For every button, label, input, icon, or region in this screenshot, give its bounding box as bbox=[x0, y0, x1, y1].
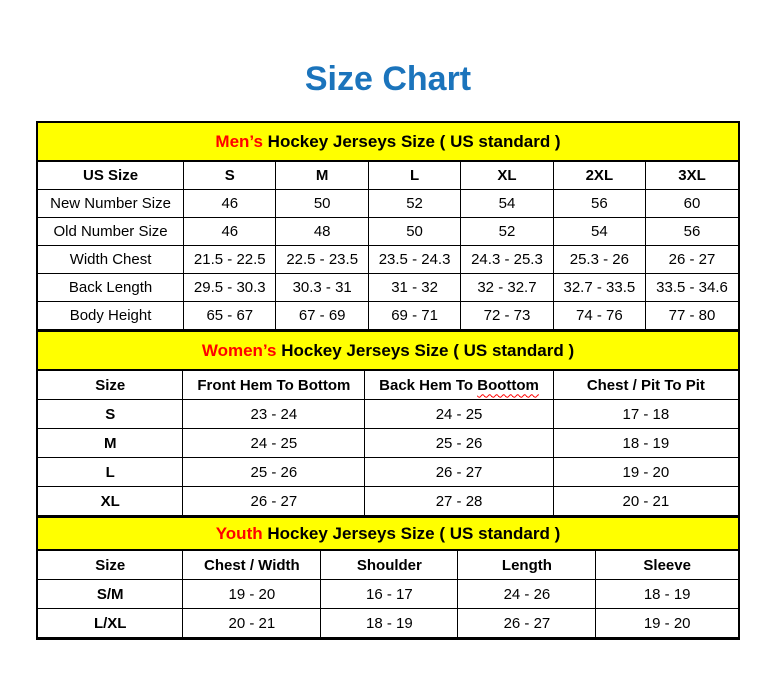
table-cell: 25.3 - 26 bbox=[553, 246, 645, 274]
table-row bbox=[38, 246, 738, 274]
table-cell: 67 - 69 bbox=[276, 302, 368, 330]
table-cell: 74 - 76 bbox=[553, 302, 645, 330]
row-label: S bbox=[38, 400, 183, 429]
column-header: Sleeve bbox=[596, 551, 738, 580]
table-row bbox=[38, 458, 738, 487]
table-row bbox=[38, 400, 738, 429]
youth-table-header-band bbox=[38, 516, 738, 550]
table-cell: 26 - 27 bbox=[646, 246, 738, 274]
column-header: 3XL bbox=[646, 162, 738, 190]
column-header: 2XL bbox=[553, 162, 645, 190]
table-cell: 17 - 18 bbox=[553, 400, 738, 429]
table-cell: 54 bbox=[553, 218, 645, 246]
table-cell: 33.5 - 34.6 bbox=[646, 274, 738, 302]
mens-table-header-band bbox=[38, 123, 738, 161]
table-cell: 26 - 27 bbox=[458, 609, 596, 638]
column-header: XL bbox=[461, 162, 553, 190]
table-cell: 54 bbox=[461, 190, 553, 218]
table-cell: 46 bbox=[184, 218, 276, 246]
column-header: L bbox=[368, 162, 460, 190]
table-cell: 21.5 - 22.5 bbox=[184, 246, 276, 274]
table-cell: 22.5 - 23.5 bbox=[276, 246, 368, 274]
table-row bbox=[38, 580, 738, 609]
table-cell: 32 - 32.7 bbox=[461, 274, 553, 302]
header-row bbox=[38, 162, 738, 190]
table-cell: 29.5 - 30.3 bbox=[184, 274, 276, 302]
table-cell: 24 - 25 bbox=[183, 429, 365, 458]
table-cell: 20 - 21 bbox=[183, 609, 321, 638]
womens-band-highlight: Women’s bbox=[201, 340, 277, 360]
header-row bbox=[38, 551, 738, 580]
mens-band-rest: Hockey Jerseys Size ( US standard ) bbox=[262, 131, 561, 151]
table-row bbox=[38, 609, 738, 638]
column-header: Length bbox=[458, 551, 596, 580]
column-header: Size bbox=[38, 371, 183, 400]
table-cell: 52 bbox=[368, 190, 460, 218]
table-cell: 26 - 27 bbox=[183, 487, 365, 516]
table-cell: 32.7 - 33.5 bbox=[553, 274, 645, 302]
column-header: Back Hem To Boottom bbox=[365, 371, 553, 400]
column-header: Shoulder bbox=[321, 551, 458, 580]
table-cell: 24.3 - 25.3 bbox=[461, 246, 553, 274]
youth-band-rest: Hockey Jerseys Size ( US standard ) bbox=[262, 523, 561, 543]
table-cell: 18 - 19 bbox=[553, 429, 738, 458]
row-label: M bbox=[38, 429, 183, 458]
table-cell: 31 - 32 bbox=[368, 274, 460, 302]
mens-size-table bbox=[38, 161, 738, 330]
header-row bbox=[38, 371, 738, 400]
table-cell: 60 bbox=[646, 190, 738, 218]
column-header: S bbox=[184, 162, 276, 190]
page-title: Size Chart bbox=[304, 60, 472, 98]
table-cell: 50 bbox=[276, 190, 368, 218]
column-header: Chest / Width bbox=[183, 551, 321, 580]
column-header: M bbox=[276, 162, 368, 190]
table-cell: 18 - 19 bbox=[596, 580, 738, 609]
row-label: S/M bbox=[38, 580, 183, 609]
table-row bbox=[38, 218, 738, 246]
table-cell: 27 - 28 bbox=[365, 487, 553, 516]
womens-band-rest: Hockey Jerseys Size ( US standard ) bbox=[276, 340, 575, 360]
table-cell: 19 - 20 bbox=[596, 609, 738, 638]
youth-band-highlight: Youth bbox=[215, 523, 263, 543]
table-cell: 52 bbox=[461, 218, 553, 246]
table-cell: 72 - 73 bbox=[461, 302, 553, 330]
table-cell: 24 - 25 bbox=[365, 400, 553, 429]
womens-table-header-band bbox=[38, 330, 738, 370]
table-cell: 24 - 26 bbox=[458, 580, 596, 609]
column-header: Size bbox=[38, 551, 183, 580]
row-label: Old Number Size bbox=[38, 218, 184, 246]
table-cell: 48 bbox=[276, 218, 368, 246]
row-label: New Number Size bbox=[38, 190, 184, 218]
table-cell: 23 - 24 bbox=[183, 400, 365, 429]
table-cell: 18 - 19 bbox=[321, 609, 458, 638]
table-cell: 19 - 20 bbox=[183, 580, 321, 609]
row-label: L/XL bbox=[38, 609, 183, 638]
table-cell: 77 - 80 bbox=[646, 302, 738, 330]
table-cell: 25 - 26 bbox=[365, 429, 553, 458]
column-header: US Size bbox=[38, 162, 184, 190]
row-label: Body Height bbox=[38, 302, 184, 330]
table-cell: 20 - 21 bbox=[553, 487, 738, 516]
table-cell: 50 bbox=[368, 218, 460, 246]
table-cell: 56 bbox=[646, 218, 738, 246]
table-cell: 25 - 26 bbox=[183, 458, 365, 487]
size-chart-sheet bbox=[36, 121, 740, 640]
row-label: XL bbox=[38, 487, 183, 516]
table-row bbox=[38, 190, 738, 218]
row-label: L bbox=[38, 458, 183, 487]
table-cell: 56 bbox=[553, 190, 645, 218]
table-cell: 69 - 71 bbox=[368, 302, 460, 330]
table-cell: 46 bbox=[184, 190, 276, 218]
table-row bbox=[38, 429, 738, 458]
table-row bbox=[38, 274, 738, 302]
table-row bbox=[38, 302, 738, 330]
womens-size-table bbox=[38, 370, 738, 516]
column-header: Front Hem To Bottom bbox=[183, 371, 365, 400]
table-cell: 65 - 67 bbox=[184, 302, 276, 330]
row-label: Back Length bbox=[38, 274, 184, 302]
column-header: Chest / Pit To Pit bbox=[553, 371, 738, 400]
table-cell: 16 - 17 bbox=[321, 580, 458, 609]
table-cell: 26 - 27 bbox=[365, 458, 553, 487]
table-cell: 19 - 20 bbox=[553, 458, 738, 487]
youth-size-table bbox=[38, 550, 738, 638]
table-row bbox=[38, 487, 738, 516]
misspelled-word: Boottom bbox=[477, 376, 539, 394]
table-cell: 23.5 - 24.3 bbox=[368, 246, 460, 274]
row-label: Width Chest bbox=[38, 246, 184, 274]
mens-band-highlight: Men’s bbox=[215, 131, 263, 151]
table-cell: 30.3 - 31 bbox=[276, 274, 368, 302]
